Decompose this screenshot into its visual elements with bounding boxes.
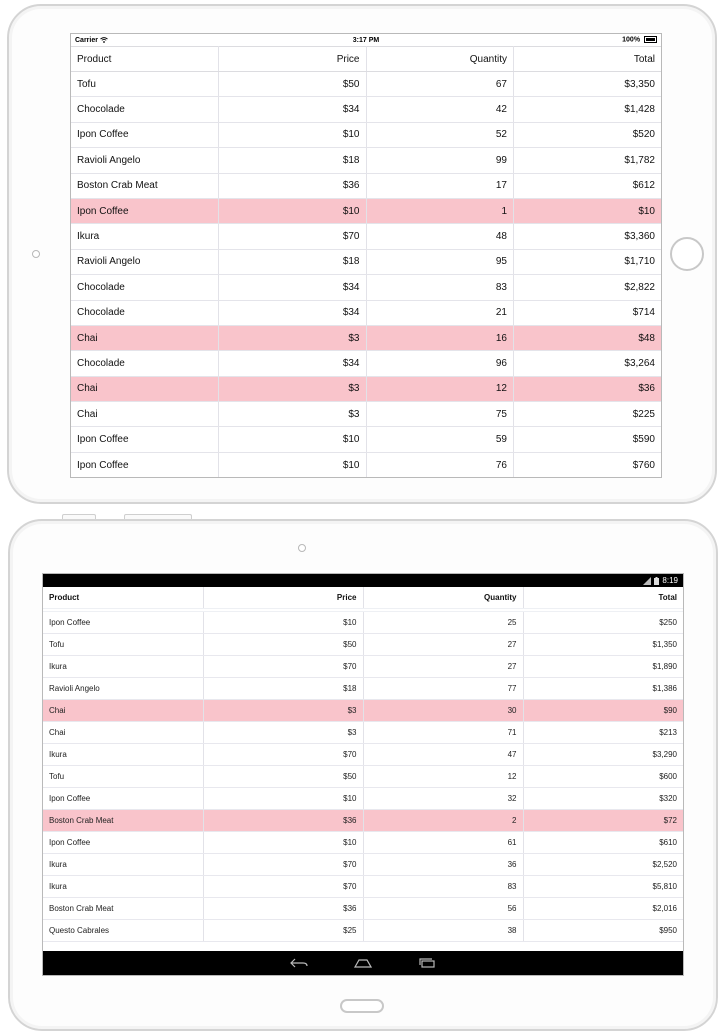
cell-price: $3 — [219, 325, 367, 350]
cell-price: $10 — [203, 788, 363, 810]
column-header-product[interactable]: Product — [43, 587, 203, 610]
android-screen — [42, 573, 684, 976]
cell-quantity: 71 — [363, 722, 523, 744]
cell-price: $50 — [219, 72, 367, 97]
cell-product: Ravioli Angelo — [43, 678, 203, 700]
cell-price: $18 — [219, 148, 367, 173]
cell-product: Ipon Coffee — [43, 610, 203, 634]
cell-total: $1,386 — [523, 678, 683, 700]
cell-total: $48 — [514, 325, 662, 350]
cell-product: Chocolade — [71, 97, 219, 122]
table-row[interactable] — [71, 122, 661, 147]
cell-product: Ravioli Angelo — [71, 249, 219, 274]
cell-product: Chocolade — [71, 351, 219, 376]
cell-quantity: 36 — [363, 854, 523, 876]
cell-product: Ikura — [71, 224, 219, 249]
cell-quantity: 83 — [366, 275, 514, 300]
back-icon[interactable] — [290, 958, 308, 968]
android-hardware-home-button[interactable] — [340, 999, 384, 1013]
cell-quantity: 56 — [363, 898, 523, 920]
battery-percent: 100% — [622, 36, 641, 44]
cell-total: $3,264 — [514, 351, 662, 376]
cell-quantity: 52 — [366, 122, 514, 147]
cell-total: $1,350 — [523, 634, 683, 656]
table-row[interactable] — [43, 678, 683, 700]
cell-quantity: 12 — [366, 376, 514, 401]
cell-price: $70 — [219, 224, 367, 249]
ipad-home-button[interactable] — [670, 237, 704, 271]
cell-quantity: 30 — [363, 700, 523, 722]
android-status-time: 8:19 — [662, 576, 678, 585]
home-icon[interactable] — [354, 958, 372, 968]
column-header-quantity[interactable]: Quantity — [366, 47, 514, 72]
table-row[interactable] — [71, 97, 661, 122]
android-nav-bar — [43, 951, 683, 975]
android-camera — [298, 544, 306, 552]
table-row[interactable] — [43, 876, 683, 898]
cell-price: $10 — [219, 198, 367, 223]
cell-total: $320 — [523, 788, 683, 810]
cell-quantity: 27 — [363, 634, 523, 656]
cell-price: $70 — [203, 876, 363, 898]
cell-product: Boston Crab Meat — [71, 173, 219, 198]
cell-quantity: 83 — [363, 876, 523, 898]
cell-product: Ikura — [43, 876, 203, 898]
cell-price: $10 — [203, 610, 363, 634]
ipad-camera — [32, 250, 40, 258]
cell-quantity: 59 — [366, 427, 514, 452]
ipad-data-grid[interactable] — [71, 46, 661, 478]
table-row[interactable] — [43, 610, 683, 634]
cell-total: $5,810 — [523, 876, 683, 898]
cell-total: $10 — [514, 198, 662, 223]
cell-price: $34 — [219, 300, 367, 325]
cell-quantity: 67 — [366, 72, 514, 97]
cell-quantity: 96 — [366, 351, 514, 376]
cell-total: $1,428 — [514, 97, 662, 122]
cell-quantity: 17 — [366, 173, 514, 198]
table-row[interactable] — [71, 325, 661, 350]
cell-product: Chocolade — [71, 275, 219, 300]
cell-price: $10 — [219, 122, 367, 147]
battery-icon — [644, 36, 657, 43]
cell-quantity: 38 — [363, 920, 523, 942]
cell-price: $50 — [203, 766, 363, 788]
table-row[interactable] — [43, 634, 683, 656]
recent-apps-icon[interactable] — [418, 958, 436, 968]
cell-price: $34 — [219, 97, 367, 122]
cell-total: $2,016 — [523, 898, 683, 920]
ios-status-bar — [71, 34, 661, 46]
cell-product: Questo Cabrales — [43, 920, 203, 942]
cell-quantity: 25 — [363, 610, 523, 634]
ipad-screen — [70, 33, 662, 478]
table-row[interactable] — [43, 810, 683, 832]
table-row[interactable] — [43, 700, 683, 722]
cell-total: $714 — [514, 300, 662, 325]
cell-total: $3,290 — [523, 744, 683, 766]
table-row[interactable] — [71, 198, 661, 223]
android-data-grid[interactable] — [43, 587, 683, 942]
cell-product: Ipon Coffee — [71, 198, 219, 223]
cell-quantity: 2 — [363, 810, 523, 832]
column-header-total[interactable]: Total — [523, 587, 683, 610]
cell-product: Chai — [71, 376, 219, 401]
cell-price: $36 — [203, 898, 363, 920]
cell-product: Tofu — [43, 766, 203, 788]
cell-price: $34 — [219, 351, 367, 376]
cell-total: $1,710 — [514, 249, 662, 274]
cell-product: Chai — [43, 700, 203, 722]
cell-product: Ikura — [43, 744, 203, 766]
table-row[interactable] — [43, 854, 683, 876]
cell-quantity: 48 — [366, 224, 514, 249]
cell-quantity: 76 — [366, 452, 514, 477]
cell-total: $950 — [523, 920, 683, 942]
cell-product: Boston Crab Meat — [43, 898, 203, 920]
cell-quantity: 1 — [366, 198, 514, 223]
table-row[interactable] — [43, 898, 683, 920]
table-row[interactable] — [43, 744, 683, 766]
cell-price: $3 — [219, 376, 367, 401]
cell-total: $760 — [514, 452, 662, 477]
table-row[interactable] — [43, 920, 683, 942]
cell-quantity: 77 — [363, 678, 523, 700]
cell-quantity: 21 — [366, 300, 514, 325]
cell-price: $70 — [203, 656, 363, 678]
cell-total: $2,520 — [523, 854, 683, 876]
cell-product: Ravioli Angelo — [71, 148, 219, 173]
table-row[interactable] — [43, 832, 683, 854]
cell-price: $3 — [219, 402, 367, 427]
cell-total: $213 — [523, 722, 683, 744]
table-row[interactable] — [71, 427, 661, 452]
table-row[interactable] — [43, 788, 683, 810]
cell-product: Chai — [71, 402, 219, 427]
cell-price: $18 — [203, 678, 363, 700]
cell-price: $70 — [203, 744, 363, 766]
status-time: 3:17 PM — [352, 36, 380, 44]
cell-product: Ikura — [43, 656, 203, 678]
cell-price: $10 — [219, 452, 367, 477]
column-header-product[interactable]: Product — [71, 47, 219, 72]
cell-price: $50 — [203, 634, 363, 656]
cell-product: Chai — [43, 722, 203, 744]
cell-product: Ipon Coffee — [71, 452, 219, 477]
cell-total: $225 — [514, 402, 662, 427]
android-status-bar — [43, 574, 683, 587]
cell-price: $10 — [219, 427, 367, 452]
ipad-grid-body — [71, 72, 661, 478]
table-row[interactable] — [71, 376, 661, 401]
cell-quantity: 75 — [366, 402, 514, 427]
cell-total: $36 — [514, 376, 662, 401]
grid-header-row — [43, 587, 683, 610]
cell-product: Ipon Coffee — [71, 122, 219, 147]
table-row[interactable] — [71, 173, 661, 198]
column-header-price[interactable]: Price — [219, 47, 367, 72]
cell-total: $2,822 — [514, 275, 662, 300]
android-grid-body — [43, 610, 683, 942]
cell-product: Ipon Coffee — [43, 788, 203, 810]
table-row[interactable] — [71, 72, 661, 97]
cell-total: $520 — [514, 122, 662, 147]
battery-icon — [654, 577, 659, 585]
table-row[interactable] — [71, 148, 661, 173]
table-row[interactable] — [71, 275, 661, 300]
grid-header-row — [71, 47, 661, 72]
table-row[interactable] — [71, 300, 661, 325]
carrier-text: Carrier — [75, 36, 98, 44]
cell-quantity: 47 — [363, 744, 523, 766]
cell-price: $34 — [219, 275, 367, 300]
cell-quantity: 95 — [366, 249, 514, 274]
cell-quantity: 99 — [366, 148, 514, 173]
cell-product: Ipon Coffee — [71, 427, 219, 452]
cell-product: Ipon Coffee — [43, 832, 203, 854]
column-header-total[interactable]: Total — [514, 47, 662, 72]
table-row[interactable] — [71, 249, 661, 274]
table-row[interactable] — [43, 656, 683, 678]
cell-quantity: 42 — [366, 97, 514, 122]
cell-total: $250 — [523, 610, 683, 634]
column-header-quantity[interactable]: Quantity — [363, 587, 523, 610]
cell-product: Tofu — [43, 634, 203, 656]
cell-total: $590 — [514, 427, 662, 452]
table-row[interactable] — [71, 351, 661, 376]
cell-total: $3,350 — [514, 72, 662, 97]
cell-total: $610 — [523, 832, 683, 854]
cell-product: Boston Crab Meat — [43, 810, 203, 832]
cell-quantity: 12 — [363, 766, 523, 788]
cell-total: $612 — [514, 173, 662, 198]
signal-icon — [643, 577, 651, 585]
table-row[interactable] — [43, 766, 683, 788]
table-row[interactable] — [71, 402, 661, 427]
cell-price: $18 — [219, 249, 367, 274]
table-row[interactable] — [71, 224, 661, 249]
cell-total: $90 — [523, 700, 683, 722]
cell-quantity: 61 — [363, 832, 523, 854]
cell-price: $25 — [203, 920, 363, 942]
cell-total: $72 — [523, 810, 683, 832]
cell-price: $3 — [203, 700, 363, 722]
cell-product: Chocolade — [71, 300, 219, 325]
cell-total: $600 — [523, 766, 683, 788]
cell-quantity: 32 — [363, 788, 523, 810]
cell-price: $36 — [219, 173, 367, 198]
cell-total: $1,890 — [523, 656, 683, 678]
cell-price: $3 — [203, 722, 363, 744]
table-row[interactable] — [43, 722, 683, 744]
cell-product: Chai — [71, 325, 219, 350]
cell-product: Tofu — [71, 72, 219, 97]
cell-total: $3,360 — [514, 224, 662, 249]
table-row[interactable] — [71, 452, 661, 477]
cell-price: $36 — [203, 810, 363, 832]
cell-total: $1,782 — [514, 148, 662, 173]
cell-quantity: 27 — [363, 656, 523, 678]
cell-quantity: 16 — [366, 325, 514, 350]
cell-product: Ikura — [43, 854, 203, 876]
cell-price: $70 — [203, 854, 363, 876]
column-header-price[interactable]: Price — [203, 587, 363, 610]
cell-price: $10 — [203, 832, 363, 854]
